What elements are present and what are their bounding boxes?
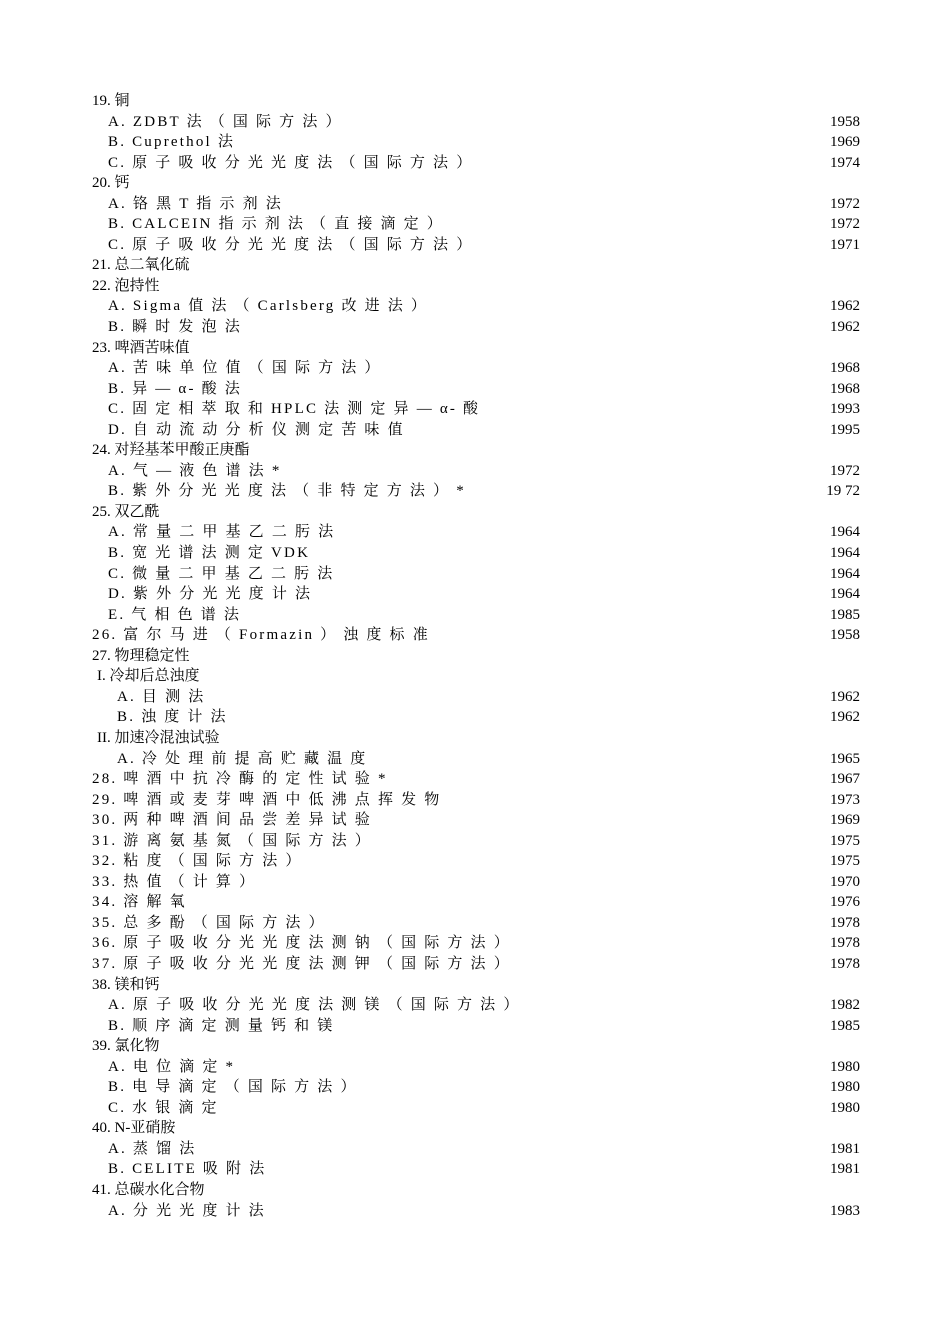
list-item (92, 276, 860, 297)
item-year: 1978 (830, 955, 860, 972)
item-text: 37. 原 子 吸 收 分 光 光 度 法 测 钾 （ 国 际 方 法 ） (92, 955, 511, 972)
list-item (92, 707, 860, 728)
item-year: 1970 (830, 873, 860, 890)
list-item (92, 1077, 860, 1098)
item-text: A. 铬 黑 T 指 示 剂 法 (108, 195, 283, 212)
item-text: B. 电 导 滴 定 （ 国 际 方 法 ） (108, 1079, 358, 1096)
item-text: 23. 啤酒苦味值 (92, 339, 190, 356)
item-year: 1962 (830, 298, 860, 315)
item-text: 27. 物理稳定性 (92, 647, 190, 664)
list-item (92, 461, 860, 482)
item-year: 1980 (830, 1058, 860, 1075)
item-year: 1983 (830, 1202, 860, 1219)
item-text: 38. 镁和钙 (92, 976, 160, 993)
item-text: A. Sigma 值 法 （ Carlsberg 改 进 法 ） (108, 298, 429, 315)
item-year: 1981 (830, 1161, 860, 1178)
item-text: D. 紫 外 分 光 光 度 计 法 (108, 586, 313, 603)
item-year: 1976 (830, 894, 860, 911)
item-text: 22. 泡持性 (92, 277, 160, 294)
item-text: B. CELITE 吸 附 法 (108, 1161, 267, 1178)
list-item (92, 112, 860, 133)
item-text: C. 原 子 吸 收 分 光 光 度 法 （ 国 际 方 法 ） (108, 236, 474, 253)
item-text: I. 冷却后总浊度 (97, 668, 200, 685)
item-year: 1978 (830, 935, 860, 952)
list-item (92, 584, 860, 605)
list-item (92, 255, 860, 276)
list-item (92, 173, 860, 194)
list-item (92, 687, 860, 708)
list-item (92, 214, 860, 235)
item-year: 1972 (830, 216, 860, 233)
item-text: 26. 富 尔 马 进 （ Formazin ） 浊 度 标 准 (92, 627, 430, 644)
item-year: 1968 (830, 380, 860, 397)
item-text: 33. 热 值 （ 计 算 ） (92, 873, 257, 890)
item-text: A. 分 光 光 度 计 法 (108, 1202, 266, 1219)
list-item (92, 666, 860, 687)
item-text: C. 微 量 二 甲 基 乙 二 肟 法 (108, 565, 335, 582)
item-text: B. 异 — α- 酸 法 (108, 380, 242, 397)
method-list (92, 91, 860, 1221)
list-item (92, 1139, 860, 1160)
list-item (92, 790, 860, 811)
list-item (92, 625, 860, 646)
list-item (92, 1180, 860, 1201)
item-text: A. 电 位 滴 定 * (108, 1058, 236, 1075)
list-item (92, 995, 860, 1016)
item-text: B. 瞬 时 发 泡 法 (108, 319, 242, 336)
item-year: 1964 (830, 545, 860, 562)
list-item (92, 235, 860, 256)
item-year: 1982 (830, 997, 860, 1014)
item-text: 19. 铜 (92, 93, 130, 109)
item-year: 1985 (830, 1017, 860, 1034)
item-year: 1980 (830, 1079, 860, 1096)
item-text: C. 固 定 相 萃 取 和 HPLC 法 测 定 异 — α- 酸 (108, 401, 481, 418)
list-item (92, 358, 860, 379)
item-text: II. 加速冷混浊试验 (97, 729, 220, 746)
item-text: B. Cuprethol 法 (108, 134, 236, 151)
list-item (92, 769, 860, 790)
list-item (92, 646, 860, 667)
item-text: A. ZDBT 法 （ 国 际 方 法 ） (108, 113, 343, 130)
item-year: 1969 (830, 134, 860, 151)
list-item (92, 1201, 860, 1222)
item-year: 1972 (830, 462, 860, 479)
item-text: B. CALCEIN 指 示 剂 法 （ 直 接 滴 定 ） (108, 216, 445, 233)
list-item (92, 379, 860, 400)
list-item (92, 543, 860, 564)
list-item (92, 913, 860, 934)
item-text: 24. 对羟基苯甲酸正庚酯 (92, 442, 250, 459)
item-text: B. 宽 光 谱 法 测 定 VDK (108, 545, 311, 562)
item-year: 1962 (830, 688, 860, 705)
item-year: 1964 (830, 586, 860, 603)
item-text: 28. 啤 酒 中 抗 冷 酶 的 定 性 试 验 * (92, 771, 388, 788)
item-text: A. 常 量 二 甲 基 乙 二 肟 法 (108, 524, 336, 541)
item-year: 1964 (830, 524, 860, 541)
list-item (92, 1036, 860, 1057)
list-item (92, 132, 860, 153)
item-year: 1973 (830, 791, 860, 808)
item-year: 1968 (830, 360, 860, 377)
list-item (92, 420, 860, 441)
item-year: 1964 (830, 565, 860, 582)
item-text: A. 原 子 吸 收 分 光 光 度 法 测 镁 （ 国 际 方 法 ） (108, 997, 521, 1014)
item-year: 1975 (830, 853, 860, 870)
item-year: 1978 (830, 914, 860, 931)
item-year: 1958 (830, 627, 860, 644)
list-item (92, 522, 860, 543)
item-year: 1972 (830, 195, 860, 212)
list-item (92, 975, 860, 996)
item-text: A. 目 测 法 (117, 688, 206, 705)
item-year: 1962 (830, 319, 860, 336)
item-year: 1965 (830, 750, 860, 767)
list-item (92, 91, 860, 112)
item-text: 29. 啤 酒 或 麦 芽 啤 酒 中 低 沸 点 挥 发 物 (92, 791, 442, 808)
list-item (92, 1098, 860, 1119)
item-text: 34. 溶 解 氧 (92, 894, 187, 911)
item-text: 20. 钙 (92, 175, 130, 192)
item-text: C. 原 子 吸 收 分 光 光 度 法 （ 国 际 方 法 ） (108, 154, 474, 171)
item-text: 39. 氯化物 (92, 1038, 160, 1055)
item-year: 1967 (830, 771, 860, 788)
item-text: 25. 双乙酰 (92, 503, 160, 520)
item-text: 36. 原 子 吸 收 分 光 光 度 法 测 钠 （ 国 际 方 法 ） (92, 935, 511, 952)
item-year: 1980 (830, 1099, 860, 1116)
item-text: 31. 游 离 氨 基 氮 （ 国 际 方 法 ） (92, 832, 373, 849)
item-text: A. 苦 味 单 位 值 （ 国 际 方 法 ） (108, 360, 382, 377)
item-text: B. 浊 度 计 法 (117, 709, 228, 726)
list-item (92, 440, 860, 461)
item-text: 30. 两 种 啤 酒 间 品 尝 差 异 试 验 (92, 812, 373, 829)
list-item (92, 728, 860, 749)
item-year: 1958 (830, 113, 860, 130)
list-item (92, 810, 860, 831)
item-text: 41. 总碳水化合物 (92, 1181, 205, 1198)
item-year: 1971 (830, 236, 860, 253)
item-text: C. 水 银 滴 定 (108, 1099, 219, 1116)
list-item (92, 194, 860, 215)
list-item (92, 954, 860, 975)
list-item (92, 749, 860, 770)
item-year: 1993 (830, 401, 860, 418)
item-text: 40. N-亚硝胺 (92, 1120, 176, 1137)
item-year: 1981 (830, 1140, 860, 1157)
list-item (92, 1118, 860, 1139)
list-item (92, 892, 860, 913)
item-year: 1975 (830, 832, 860, 849)
list-item (92, 481, 860, 502)
item-text: 35. 总 多 酚 （ 国 际 方 法 ） (92, 914, 326, 931)
item-year: 19 72 (826, 483, 860, 500)
item-year: 1969 (830, 812, 860, 829)
item-text: A. 蒸 馏 法 (108, 1140, 197, 1157)
list-item (92, 296, 860, 317)
item-year: 1985 (830, 606, 860, 623)
list-item (92, 605, 860, 626)
list-item (92, 317, 860, 338)
item-text: A. 气 — 液 色 谱 法 * (108, 462, 282, 479)
item-text: D. 自 动 流 动 分 析 仪 测 定 苦 味 值 (108, 421, 405, 438)
item-year: 1974 (830, 154, 860, 171)
list-item (92, 153, 860, 174)
list-item (92, 338, 860, 359)
item-text: E. 气 相 色 谱 法 (108, 606, 242, 623)
list-item (92, 399, 860, 420)
list-item (92, 564, 860, 585)
list-item (92, 1159, 860, 1180)
list-item (92, 502, 860, 523)
list-item (92, 933, 860, 954)
item-text: 21. 总二氧化硫 (92, 257, 190, 274)
item-text: B. 顺 序 滴 定 测 量 钙 和 镁 (108, 1017, 335, 1034)
item-year: 1995 (830, 421, 860, 438)
list-item (92, 831, 860, 852)
item-text: 32. 粘 度 （ 国 际 方 法 ） (92, 853, 303, 870)
list-item (92, 872, 860, 893)
item-text: A. 冷 处 理 前 提 高 贮 藏 温 度 (117, 750, 368, 767)
list-item (92, 1016, 860, 1037)
item-text: B. 紫 外 分 光 光 度 法 （ 非 特 定 方 法 ） * (108, 483, 466, 500)
list-item (92, 851, 860, 872)
item-year: 1962 (830, 709, 860, 726)
list-item (92, 1057, 860, 1078)
